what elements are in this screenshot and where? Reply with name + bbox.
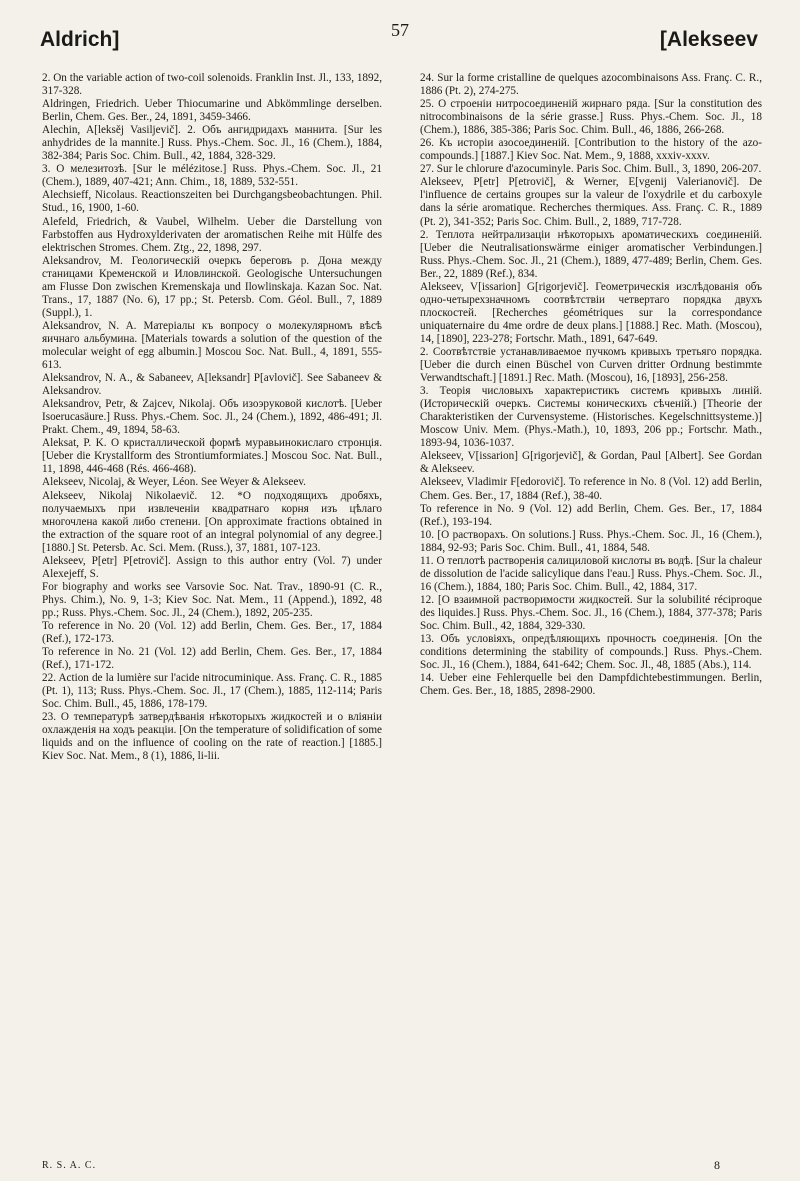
bibliography-entry: 13. Объ условіяхъ, опредѣляющихъ прочность соединенія. [On the conditions determining the stability of compounds.] Russ. Phys.-Chem. Soc. Jl., 16 (Chem.), 1884, 641-642; Chem. Soc. Jl., 48, 1885 (Abs.), 114. <box>420 633 762 672</box>
left-column <box>42 72 382 763</box>
page-header <box>0 10 800 50</box>
bibliography-entry: Alekseev, P[etr] P[etrovič]. Assign to this author entry (Vol. 7) under Alexejeff, S. <box>42 554 382 580</box>
bibliography-entry: To reference in No. 20 (Vol. 12) add Berlin, Chem. Ges. Ber., 17, 1884 (Ref.), 172-173. <box>42 619 382 646</box>
bibliography-entry: To reference in No. 9 (Vol. 12) add Berlin, Chem. Ges. Ber., 17, 1884 (Ref.), 193-194. <box>420 502 762 528</box>
bibliography-entry: Alekseev, V[issarion] G[rigorjevič], & Gordan, Paul [Albert]. See Gordan & Alekseev. <box>420 450 762 476</box>
bibliography-entry: 27. Sur le chlorure d'azocuminyle. Paris Soc. Chim. Bull., 3, 1890, 206-207. <box>420 163 762 176</box>
bibliography-entry: 23. О температурѣ затвердѣванія нѣкоторыхъ жидкостей и о вліяніи охлажденія на ходъ реакціи. [On the temperature of solidification of some liquids and on the influence of cooling on the rate of reaction.] [1885.] Kiev Soc. Nat. Mem., 8 (1), 1886, li-lii. <box>42 711 382 763</box>
bibliography-entry: For biography and works see Varsovie Soc. Nat. Trav., 1890-91 (C. R., Phys. Chim.), No. 9, 1-3; Kiev Soc. Nat. Mem., 11 (Append.), 1892, 48 pp.; Russ. Phys.-Chem. Soc. Jl., 24 (Chem.), 1892, 205-235. <box>42 580 382 619</box>
footer-signature: R. S. A. C. <box>42 1160 97 1171</box>
bibliography-entry: 12. [О взаимной растворимости жидкостей. Sur la solubilité réciproque des liquides.] Russ. Phys.-Chem. Soc. Jl., 16 (Chem.), 1884, 377-378; Paris Soc. Chim. Bull., 42, 1884, 329-330. <box>420 593 762 632</box>
bibliography-entry: Alekseev, Vladimir F[edorovič]. To reference in No. 8 (Vol. 12) add Berlin, Chem. Ges. Ber., 17, 1884 (Ref.), 38-40. <box>420 476 762 502</box>
bibliography-entry: Alekseev, Nikolaj Nikolaevič. 12. *О подходящихъ дробяхъ, получаемыхъ при извлеченіи квадратнаго корня изъ цѣлаго многочлена какой либо степени. [On approximate fractions obtained in the extraction of the square root of an integral polynomial of any degree.] [1880.] St. Petersb. Ac. Sci. Mem. (Russ.), 37, 1881, 107-123. <box>42 489 382 554</box>
bibliography-entry: 26. Къ исторіи азосоединеній. [Contribution to the history of the azo-compounds.] [1887.] Kiev Soc. Nat. Mem., 9, 1888, xxxiv-xxxv. <box>420 137 762 163</box>
bibliography-entry: Aldringen, Friedrich. Ueber Thiocumarine und Abkömmlinge derselben. Berlin, Chem. Ges. Ber., 24, 1891, 3459-3466. <box>42 98 382 124</box>
bibliography-entry: 14. Ueber eine Fehlerquelle bei den Dampfdichtebestimmungen. Berlin, Chem. Ges. Ber., 18, 1885, 2898-2900. <box>420 672 762 698</box>
bibliography-entry: Aleksandrov, N. A., & Sabaneev, A[leksandr] P[avlovič]. See Sabaneev & Aleksandrov. <box>42 372 382 398</box>
bibliography-entry: Alekseev, V[issarion] G[rigorjevič]. Геометрическія изслѣдованія объ одно-четырехзначномъ соотвѣтствіи четвертаго порядка двухъ плоскостей. [Recherches géométriques sur la correspondance uniquaternaire du 4me ordre de deux plans.] [1888.] Rec. Math. (Moscou), 14, [1890], 223-278; Fortschr. Math., 1891, 647-649. <box>420 280 762 345</box>
header-last-author: [Alekseev <box>659 28 758 51</box>
bibliography-entry: Alefeld, Friedrich, & Vaubel, Wilhelm. Ueber die Darstellung von Farbstoffen aus Hydroxylderivaten der aromatischen Reihe mit Hülfe des elektrischen Stromes. Chem. Ztg., 22, 1898, 297. <box>42 215 382 254</box>
page-number: 57 <box>391 20 409 40</box>
bibliography-entry: Aleksandrov, Petr, & Zajcev, Nikolaj. Объ изоэруковой кислотѣ. [Ueber Isoerucasäure.] Russ. Phys.-Chem. Soc. Jl., 24 (Chem.), 1892, 486-491; Jl. Prakt. Chem., 49, 1894, 58-63. <box>42 398 382 437</box>
bibliography-entry: 11. О теплотѣ растворенія салициловой кислоты въ водѣ. [Sur la chaleur de dissolution de l'acide salicylique dans l'eau.] Russ. Phys.-Chem. Soc. Jl., 16 (Chem.), 1884, 180; Paris Soc. Chim. Bull., 42, 1884, 317. <box>420 554 762 593</box>
bibliography-entry: 3. О мелезитозѣ. [Sur le mélézitose.] Russ. Phys.-Chem. Soc. Jl., 21 (Chem.), 1889, 407-421; Ann. Chim., 18, 1889, 532-551. <box>42 163 382 189</box>
bibliography-entry: 10. [О растворахъ. On solutions.] Russ. Phys.-Chem. Soc. Jl., 16 (Chem.), 1884, 92-93; Paris Soc. Chim. Bull., 41, 1884, 548. <box>420 528 762 554</box>
bibliography-entry: 22. Action de la lumière sur l'acide nitrocuminique. Ass. Franç. C. R., 1885 (Pt. 1), 113; Russ. Phys.-Chem. Soc. Jl., 17 (Chem.), 1885, 112-114; Paris Soc. Chim. Bull., 45, 1886, 178-179. <box>42 672 382 711</box>
bibliography-entry: Alekseev, Nicolaj, & Weyer, Léon. See Weyer & Alekseev. <box>42 476 306 489</box>
bibliography-entry: Aleksandrov, N. A. Матеріалы къ вопросу о молекулярномъ вѣсѣ яичнаго альбумина. [Materials towards a solution of the question of the molecular weight of egg albumin.] Moscou Soc. Nat. Bull., 4, 1891, 555-613. <box>42 319 382 372</box>
bibliography-entry: 2. Теплота нейтрализаціи нѣкоторыхъ ароматическихъ соединеній. [Ueber die Neutralisationswärme einiger aromatischer Verbindungen.] Russ. Phys.-Chem. Soc. Jl., 21 (Chem.), 1889, 477-489; Berlin, Chem. Ges. Ber., 22, 1889 (Ref.), 834. <box>420 228 762 280</box>
footer-sheet-number: 8 <box>714 1158 720 1172</box>
bibliography-entry: 2. On the variable action of two-coil solenoids. Franklin Inst. Jl., 133, 1892, 317-328. <box>42 72 382 98</box>
bibliography-entry: Alechin, A[leksěj Vasiljevič]. 2. Объ ангидридахъ маннита. [Sur les anhydrides de la mannite.] Russ. Phys.-Chem. Soc. Jl., 16 (Chem.), 1884, 382-384; Paris Soc. Chim. Bull., 42, 1884, 328-329. <box>42 124 382 163</box>
right-column <box>420 72 762 698</box>
bibliography-entry: 2. Соотвѣтствіе устанавливаемое пучкомъ кривыхъ третьяго порядка. [Ueber die durch einen Büschel von Curven dritter Ordnung bestimmte Verwandtschaft.] [1891.] Rec. Math. (Moscou), 16, [1893], 256-258. <box>420 345 762 385</box>
bibliography-entry: Alekseev, P[etr] P[etrovič], & Werner, E[vgenij Valerianovič]. De l'influence de certains groupes sur la valeur de l'oxydrile et du carboxyle dans la série aromatique. Recherches thermiques. Ass. Franç. C. R., 1889 (Pt. 2), 341-352; Paris Soc. Chim. Bull., 2, 1889, 717-728. <box>420 176 762 228</box>
bibliography-entry: Aleksat, P. K. О кристаллической формѣ муравьинокислаго стронція. [Ueber die Krystallform des Strontiumformiates.] Moscou Soc. Nat. Bull., 11, 1898, 446-468 (Rés. 466-468). <box>42 437 382 476</box>
bibliography-entry: To reference in No. 21 (Vol. 12) add Berlin, Chem. Ges. Ber., 17, 1884 (Ref.), 171-172. <box>42 646 382 672</box>
header-first-author: Aldrich] <box>40 28 120 51</box>
bibliography-entry: 24. Sur la forme cristalline de quelques azocombinaisons Ass. Franç. C. R., 1886 (Pt. 2), 274-275. <box>420 72 762 98</box>
bibliography-entry: 3. Теорія числовыхъ характеристикъ системъ кривыхъ линій. (Историческій очеркъ. Системы коническихъ сѣченій.) [Theorie der Charakteristiken der Curvensysteme. (Historisches. Kegelschnittsysteme.)] Moscow Univ. Mem. (Phys.-Math.), 10, 1893, 206 pp.; Fortschr. Math., 1893-94, 1036-1037. <box>420 385 762 450</box>
bibliography-entry: 25. О строеніи нитросоединеній жирнаго ряда. [Sur la constitution des nitrocombinaisons de la série grasse.] Russ. Phys.-Chem. Soc. Jl., 18 (Chem.), 1886, 385-386; Paris Soc. Chim. Bull., 46, 1886, 266-268. <box>420 98 762 137</box>
bibliography-entry: Aleksandrov, M. Геологическій очеркъ береговъ р. Дона между станицами Кременской и Иловлинской. Geologische Untersuchungen am Flusse Don zwischen Kremenskaja und Ilowlinskaja. Kazan Soc. Nat. Trans., 17, 1887 (No. 6), 17 pp.; St. Petersb. Com. Géol. Bull., 7, 1889 (Suppl.), 1. <box>42 254 382 319</box>
bibliography-entry: Alechsieff, Nicolaus. Reactionszeiten bei Durchgangsbeobachtungen. Phil. Stud., 16, 1900, 1-60. <box>42 189 382 215</box>
